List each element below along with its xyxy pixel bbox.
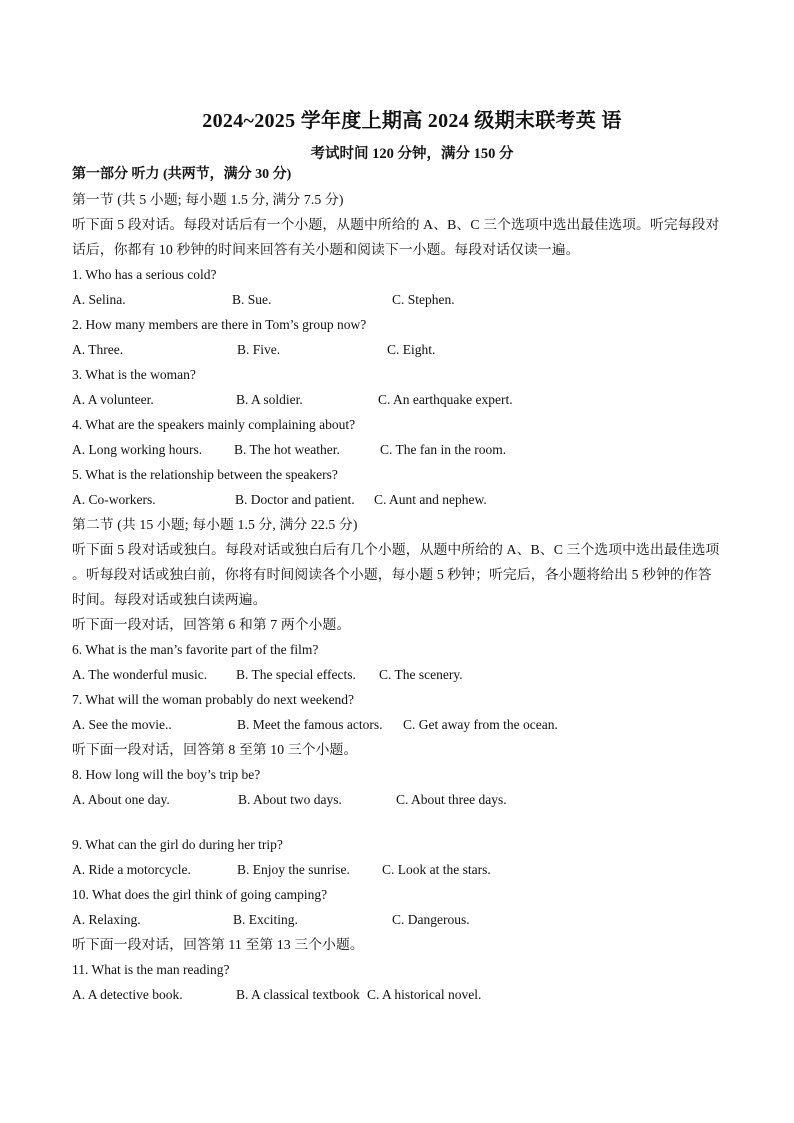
exam-title: 2024~2025 学年度上期高 2024 级期末联考英 语 <box>202 110 622 132</box>
option-b: B. About two days. <box>238 792 342 807</box>
section1-instructions-line2: 话后，你都有 10 秒钟的时间来回答有关小题和阅读下一小题。每段对话仅读一遍。 <box>72 242 580 257</box>
question-5: 5. What is the relationship between the speakers? <box>72 467 338 482</box>
option-c: C. Dangerous. <box>392 912 470 927</box>
question-6: 6. What is the man’s favorite part of the film? <box>72 642 319 657</box>
option-c: C. Look at the stars. <box>382 862 491 877</box>
option-c: C. About three days. <box>396 792 507 807</box>
option-a: A. A volunteer. <box>72 392 154 407</box>
option-c: C. Get away from the ocean. <box>403 717 558 732</box>
option-b: B. Doctor and patient. <box>235 492 355 507</box>
section1-heading: 第一节 (共 5 小题; 每小题 1.5 分, 满分 7.5 分) <box>72 192 344 207</box>
dialogue-cue-11-13: 听下面一段对话，回答第 11 至第 13 三个小题。 <box>72 937 364 952</box>
option-a: A. Three. <box>72 342 124 357</box>
option-c: C. Stephen. <box>392 292 455 307</box>
question-9: 9. What can the girl do during her trip? <box>72 837 283 852</box>
option-a: A. Ride a motorcycle. <box>72 862 191 877</box>
option-b: B. The hot weather. <box>234 442 340 457</box>
option-b: B. Meet the famous actors. <box>237 717 383 732</box>
option-b: B. Sue. <box>232 292 272 307</box>
option-b: B. Enjoy the sunrise. <box>237 862 350 877</box>
exam-subtitle: 考试时间 120 分钟，满分 150 分 <box>310 146 514 162</box>
dialogue-cue-8-10: 听下面一段对话，回答第 8 至第 10 三个小题。 <box>72 742 358 757</box>
option-a: A. The wonderful music. <box>72 667 208 682</box>
option-b: B. A soldier. <box>236 392 303 407</box>
question-10: 10. What does the girl think of going camping? <box>72 887 328 902</box>
option-a: A. A detective book. <box>72 987 183 1002</box>
option-c: C. Eight. <box>387 342 436 357</box>
option-c: C. A historical novel. <box>367 987 482 1002</box>
section2-instructions-line1: 听下面 5 段对话或独白。每段对话或独白后有几个小题，从题中所给的 A、B、C 三个选项中选出最佳选项 <box>72 542 720 557</box>
section2-instructions-line3: 时间。每段对话或独白读两遍。 <box>72 592 267 607</box>
question-2: 2. How many members are there in Tom’s group now? <box>72 317 367 332</box>
dialogue-cue-6-7: 听下面一段对话，回答第 6 和第 7 两个小题。 <box>72 617 351 632</box>
option-b: B. Five. <box>237 342 281 357</box>
question-4: 4. What are the speakers mainly complaining about? <box>72 417 356 432</box>
section2-heading: 第二节 (共 15 小题; 每小题 1.5 分, 满分 22.5 分) <box>72 517 358 532</box>
option-b: B. The special effects. <box>236 667 356 682</box>
question-3: 3. What is the woman? <box>72 367 196 382</box>
option-a: A. About one day. <box>72 792 170 807</box>
option-a: A. Relaxing. <box>72 912 141 927</box>
question-7: 7. What will the woman probably do next weekend? <box>72 692 355 707</box>
option-c: C. An earthquake expert. <box>378 392 513 407</box>
section1-instructions-line1: 听下面 5 段对话。每段对话后有一个小题，从题中所给的 A、B、C 三个选项中选出最佳选项。听完每段对 <box>72 217 720 232</box>
option-a: A. Long working hours. <box>72 442 203 457</box>
section2-instructions-line2: 。听每段对话或独白前，你将有时间阅读各个小题，每小题 5 秒钟；听完后，各小题将给出 5 秒钟的作答 <box>72 567 712 582</box>
question-1: 1. Who has a serious cold? <box>72 267 217 282</box>
option-c: C. The fan in the room. <box>380 442 507 457</box>
option-b: B. A classical textbook <box>236 987 360 1002</box>
question-11: 11. What is the man reading? <box>72 962 230 977</box>
option-a: A. See the movie.. <box>72 717 172 732</box>
option-c: C. The scenery. <box>379 667 463 682</box>
option-a: A. Selina. <box>72 292 126 307</box>
option-c: C. Aunt and nephew. <box>374 492 487 507</box>
option-a: A. Co-workers. <box>72 492 156 507</box>
question-8: 8. How long will the boy’s trip be? <box>72 767 261 782</box>
option-b: B. Exciting. <box>233 912 298 927</box>
part1-heading: 第一部分 听力 (共两节，满分 30 分) <box>72 167 292 182</box>
